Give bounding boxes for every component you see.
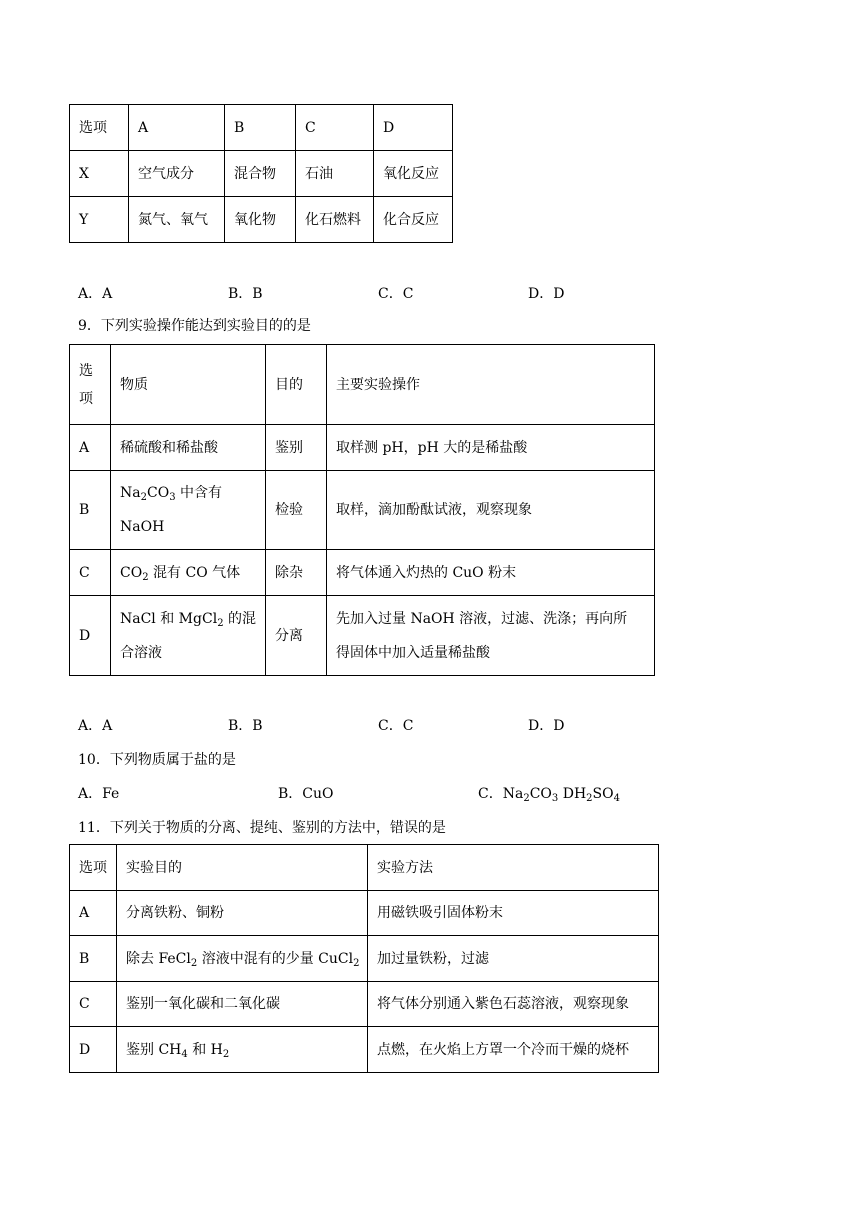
option-b: B．B xyxy=(228,286,263,302)
table-q9 xyxy=(69,344,655,676)
table-q8 xyxy=(69,104,453,243)
q11-stem: 11．下列关于物质的分离、提纯、鉴别的方法中，错误的是 xyxy=(78,820,446,836)
option-c: C．C xyxy=(378,286,414,302)
table-row: 选项 实验目的 实验方法 xyxy=(70,845,659,891)
option-b: B．CuO xyxy=(278,786,334,802)
table-row: C 鉴别一氧化碳和二氧化碳 将气体分别通入紫色石蕊溶液，观察现象 xyxy=(70,982,659,1027)
table-row: A 分离铁粉、铜粉 用磁铁吸引固体粉末 xyxy=(70,891,659,936)
table-row: D NaCl 和 MgCl$_2$ 的混 合溶液 分离 先加入过量 NaOH 溶液，过滤、洗涤；再向所 得固体中加入适量稀盐酸 xyxy=(70,596,655,676)
table-row: X 空气成分 混合物 石油 氧化反应 xyxy=(70,151,453,197)
table-row: Y 氮气、氧气 氧化物 化石燃料 化合反应 xyxy=(70,197,453,243)
option-a: A．A xyxy=(78,286,113,302)
option-d: D．D xyxy=(528,286,565,302)
option-a: A．Fe xyxy=(78,786,120,802)
table-row: B 除去 FeCl$_2$ 溶液中混有的少量 CuCl$_2$ 加过量铁粉，过滤 xyxy=(70,936,659,982)
table-row: 选 项 物质 目的 主要实验操作 xyxy=(70,345,655,425)
option-c: C．C xyxy=(378,718,414,734)
table-row: D 鉴别 $CH_4$ 和 $H_2$ 点燃，在火焰上方罩一个冷而干燥的烧杯 xyxy=(70,1027,659,1073)
option-b: B．B xyxy=(228,718,263,734)
option-d: D．D xyxy=(528,718,565,734)
option-a: A．A xyxy=(78,718,113,734)
q9-stem: 9．下列实验操作能达到实验目的的是 xyxy=(78,318,311,334)
table-row: C $CO_2$ 混有 CO 气体 除杂 将气体通入灼热的 CuO 粉末 xyxy=(70,550,655,596)
table-row: 选项 A B C D xyxy=(70,105,453,151)
table-row: A 稀硫酸和稀盐酸 鉴别 取样测 pH，pH 大的是稀盐酸 xyxy=(70,425,655,471)
q10-stem: 10．下列物质属于盐的是 xyxy=(78,752,236,768)
table-q11 xyxy=(69,844,659,1073)
option-c: C．$Na_2CO_3$ $DH_2SO_4$ xyxy=(478,786,620,804)
table-row: B $Na_2CO_3$ 中含有 NaOH 检验 取样，滴加酚酞试液，观察现象 xyxy=(70,471,655,550)
